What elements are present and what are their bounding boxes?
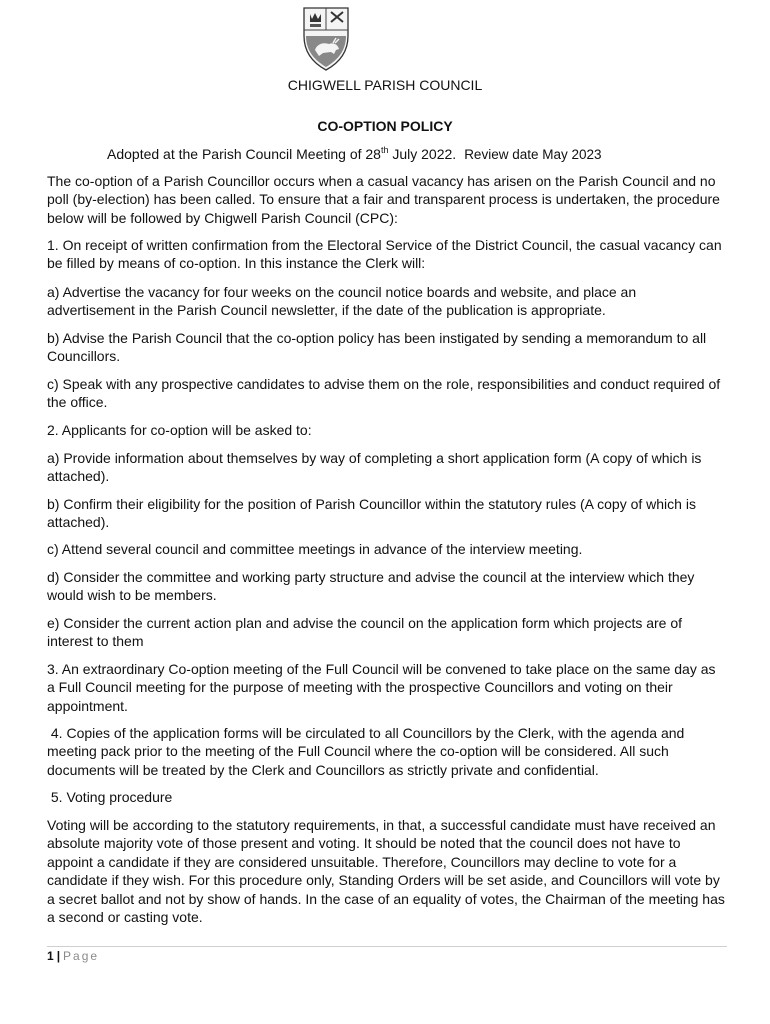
applicant-step-d: d) Consider the committee and working party structure and advise the council at the interview which they would wish to be members. — [47, 569, 695, 604]
applicant-step-e: e) Consider the current action plan and advise the council on the application form which projects are of interest to them — [47, 615, 683, 650]
footer-separator: | — [56, 949, 61, 963]
adoption-date-text: Adopted at the Parish Council Meeting of 28 — [107, 146, 381, 162]
page-label: Page — [63, 949, 100, 963]
page-number: 1 — [47, 949, 54, 963]
footer-divider — [47, 946, 727, 947]
applicant-step-c: c) Attend several council and committee meetings in advance of the interview meeting. — [47, 541, 583, 557]
page-footer — [47, 949, 99, 963]
review-date: Review date May 2023 — [464, 147, 602, 162]
section-4-paragraph: 4. Copies of the application forms will be circulated to all Councillors by the Clerk, with the agenda and meeting pack prior to the meeting of the Full Council where the co-option will be considered. All such documents will be treated by the Clerk and Councillors as strictly private and confidential. — [47, 725, 689, 778]
document-title: CO-OPTION POLICY — [317, 118, 453, 134]
section-3-paragraph: 3. An extraordinary Co-option meeting of the Full Council will be convened to take place on the same day as a Full Council meeting for the purpose of meeting with the prospective Councillors and voting on their appointment. — [47, 661, 716, 714]
adoption-year-text: July 2022. — [388, 146, 457, 162]
section-1-paragraph: 1. On receipt of written confirmation from the Electoral Service of the District Council, the casual vacancy can be filled by means of co-option. In this instance the Clerk will: — [47, 237, 722, 272]
applicant-step-a: a) Provide information about themselves by way of completing a short application form (A copy of which is attached). — [47, 450, 702, 485]
parish-crest-icon — [301, 6, 351, 72]
section-5-heading: 5. Voting procedure — [47, 789, 173, 805]
organisation-name: CHIGWELL PARISH COUNCIL — [287, 77, 483, 93]
adoption-line — [107, 146, 602, 162]
applicant-step-b: b) Confirm their eligibility for the position of Parish Councillor within the statutory rules (A copy of which is attached). — [47, 496, 696, 531]
clerk-step-c: c) Speak with any prospective candidates to advise them on the role, responsibilities and conduct required of the office. — [47, 376, 721, 411]
section-2-paragraph: 2. Applicants for co-option will be asked to: — [47, 422, 312, 438]
intro-paragraph: The co-option of a Parish Councillor occurs when a casual vacancy has arisen on the Parish Council and no poll (by-election) has been called. To ensure that a fair and transparent process is undertaken, the procedure below will be followed by Chigwell Parish Council (CPC): — [47, 173, 720, 226]
clerk-step-b: b) Advise the Parish Council that the co-option policy has been instigated by sending a memorandum to all Councillors. — [47, 330, 707, 365]
voting-procedure-paragraph: Voting will be according to the statutory requirements, in that, a successful candidate must have received an absolute majority vote of those present and voting. It should be noted that the council does not have to appoint a candidate if they are considered unsuitable. Therefore, Councillors may decline to vote for a candidate if they wish. For this procedure only, Standing Orders will be set aside, and Councillors will vote by a secret ballot and not by show of hands. In the case of an equality of votes, the Chairman of the meeting has a second or casting vote. — [47, 817, 725, 926]
clerk-step-a: a) Advertise the vacancy for four weeks on the council notice boards and website, and place an advertisement in the Parish Council newsletter, if the date of the publication is appropriate. — [47, 284, 637, 319]
date-ordinal-suffix: th — [380, 145, 389, 155]
